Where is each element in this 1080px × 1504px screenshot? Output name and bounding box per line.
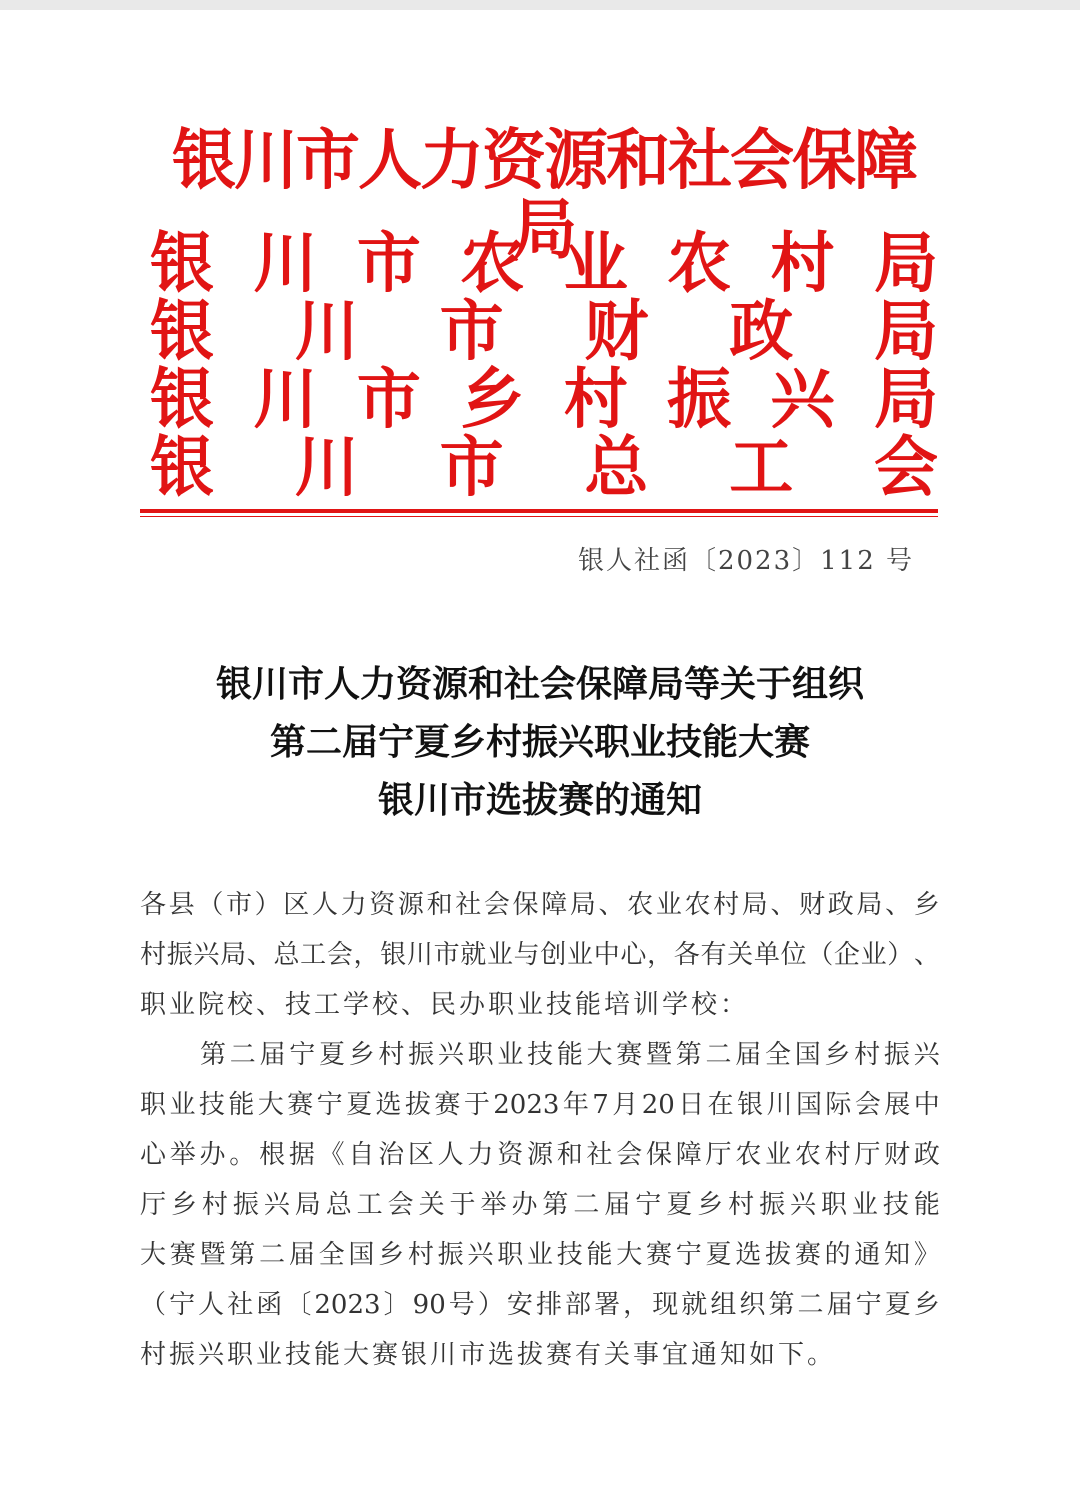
title-line-2: 第二届宁夏乡村振兴职业技能大赛 — [269, 721, 810, 763]
org-line-finance — [150, 293, 938, 370]
body-line: 第 二 届 宁 夏 乡 村 振 兴 职 业 技 能 大 赛 暨 第 二 届 全 国 乡 村 振 兴 — [200, 1040, 940, 1070]
red-divider-rule — [140, 509, 938, 513]
org-glyph: 银 — [150, 225, 214, 302]
body-line: 职业院校、技工学校、民办职业技能培训学校： — [140, 990, 750, 1020]
org-glyph: 振 — [667, 361, 732, 438]
body-line: 村 振 兴 局 、 总 工 会 ， 银 川 市 就 业 与 创 业 中 心 ， 各 有 关 单 位 （ 企 业 ） 、 — [140, 940, 940, 970]
org-glyph: 银川市人力资源和社会保障局 — [172, 122, 916, 269]
org-glyph: 财 — [584, 293, 649, 370]
org-glyph: 局 — [873, 361, 938, 438]
document-title — [120, 655, 960, 829]
org-glyph: 市 — [356, 225, 421, 302]
org-glyph: 政 — [729, 293, 794, 370]
body-line: 村振兴职业技能大赛银川市选拔赛有关事宜通知如下。 — [140, 1340, 837, 1370]
org-glyph: 川 — [294, 293, 359, 370]
org-glyph: 会 — [873, 429, 938, 506]
org-glyph: 工 — [729, 429, 794, 506]
org-glyph: 兴 — [770, 361, 835, 438]
org-line-hrss — [150, 122, 938, 269]
org-glyph: 乡 — [460, 361, 525, 438]
org-glyph: 川 — [253, 361, 318, 438]
org-glyph: 银 — [150, 429, 214, 506]
org-glyph: 川 — [253, 225, 318, 302]
body-line: 各 县 （ 市 ） 区 人 力 资 源 和 社 会 保 障 局 、 农 业 农 村 局 、 财 政 局 、 乡 — [140, 890, 940, 920]
document-number: 银人社函〔2023〕112 号 — [577, 546, 914, 576]
org-line-federation-of-trade-unions — [150, 429, 938, 506]
org-glyph: 农 — [667, 225, 732, 302]
org-glyph: 市 — [439, 429, 504, 506]
body-line: 职 业 技 能 大 赛 宁 夏 选 拔 赛 于 2023 年 7 月 20 日 在 银 川 国 际 会 展 中 — [140, 1090, 940, 1120]
org-glyph: 市 — [439, 293, 504, 370]
org-glyph: 村 — [770, 225, 835, 302]
body-line: 厅 乡 村 振 兴 局 总 工 会 关 于 举 办 第 二 届 宁 夏 乡 村 振 兴 职 业 技 能 — [140, 1190, 940, 1220]
org-glyph: 川 — [294, 429, 359, 506]
org-glyph: 银 — [150, 361, 214, 438]
org-glyph: 村 — [563, 361, 628, 438]
org-line-agriculture — [150, 225, 938, 302]
red-divider-rule-thin — [140, 516, 938, 517]
body-line: 大 赛 暨 第 二 届 全 国 乡 村 振 兴 职 业 技 能 大 赛 宁 夏 选 拔 赛 的 通 知 》 — [140, 1240, 940, 1270]
issuing-organizations-header — [150, 122, 938, 506]
title-line-1: 银川市人力资源和社会保障局等关于组织 — [215, 663, 864, 705]
top-strip — [0, 0, 1080, 10]
title-line-3: 银川市选拔赛的通知 — [377, 779, 702, 821]
org-glyph: 市 — [356, 361, 421, 438]
org-glyph: 总 — [584, 429, 649, 506]
document-body — [140, 880, 940, 1380]
org-glyph: 农 — [460, 225, 525, 302]
org-glyph: 银 — [150, 293, 214, 370]
body-line: 心 举 办 。 根 据 《 自 治 区 人 力 资 源 和 社 会 保 障 厅 农 业 农 村 厅 财 政 — [140, 1140, 940, 1170]
org-glyph: 局 — [873, 225, 938, 302]
org-glyph: 业 — [563, 225, 628, 302]
org-glyph: 局 — [873, 293, 938, 370]
org-line-rural-revitalization — [150, 361, 938, 438]
body-line: （ 宁 人 社 函 〔 2023 〕 90 号 ） 安 排 部 署 ， 现 就 组 织 第 二 届 宁 夏 乡 — [140, 1290, 940, 1320]
